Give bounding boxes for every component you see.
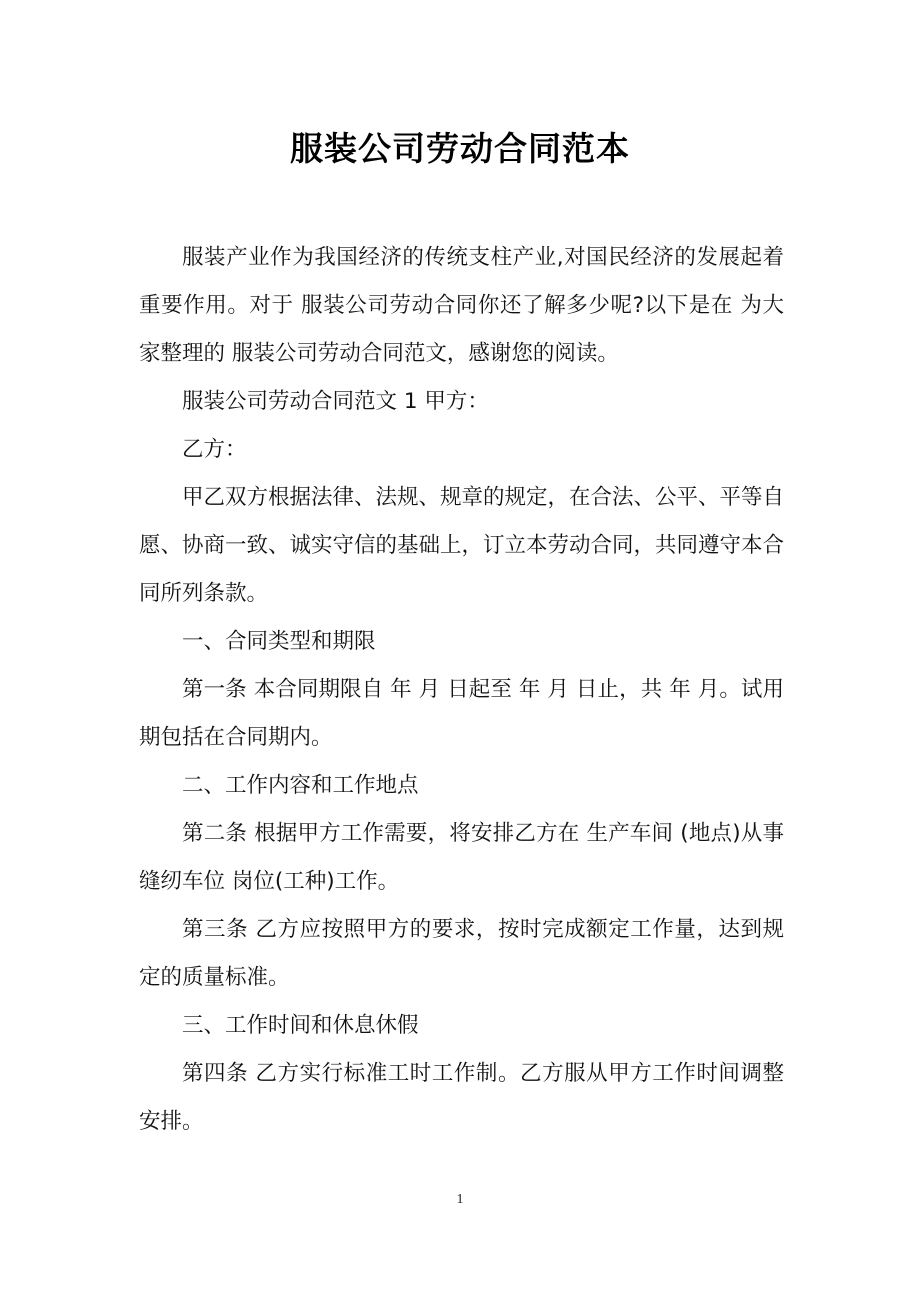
party-b-line: 乙方： — [182, 437, 247, 462]
article-3: 第三条 乙方应按照甲方的要求，按时完成额定工作量，达到规定的质量标准。 — [139, 917, 784, 990]
section-heading-work-content: 二、工作内容和工作地点 — [182, 773, 419, 798]
intro-paragraph: 服装产业作为我国经济的传统支柱产业,对国民经济的发展起着重要作用。对于 服装公司劳动合同你还了解多少呢?以下是在 为大家整理的 服装公司劳动合同范文，感谢您的阅读。 — [139, 245, 784, 366]
page-number: 1 — [456, 1192, 464, 1207]
document-title: 服装公司劳动合同范本 — [290, 129, 630, 168]
contract-heading-party-a: 服装公司劳动合同范文 1 甲方： — [182, 389, 489, 414]
article-1: 第一条 本合同期限自 年 月 日起至 年 月 日止，共 年 月。试用期包括在合同期内。 — [139, 677, 784, 750]
preamble-paragraph: 甲乙双方根据法律、法规、规章的规定，在合法、公平、平等自愿、协商一致、诚实守信的基础上，订立本劳动合同，共同遵守本合同所列条款。 — [139, 485, 785, 606]
section-heading-contract-type: 一、合同类型和期限 — [182, 629, 376, 654]
article-2: 第二条 根据甲方工作需要，将安排乙方在 生产车间 (地点)从事 缝纫车位 岗位(工种)工作。 — [139, 821, 784, 894]
section-heading-working-hours: 三、工作时间和休息休假 — [182, 1013, 419, 1038]
document-body — [139, 234, 784, 1146]
article-4: 第四条 乙方实行标准工时工作制。乙方服从甲方工作时间调整安排。 — [139, 1061, 784, 1134]
